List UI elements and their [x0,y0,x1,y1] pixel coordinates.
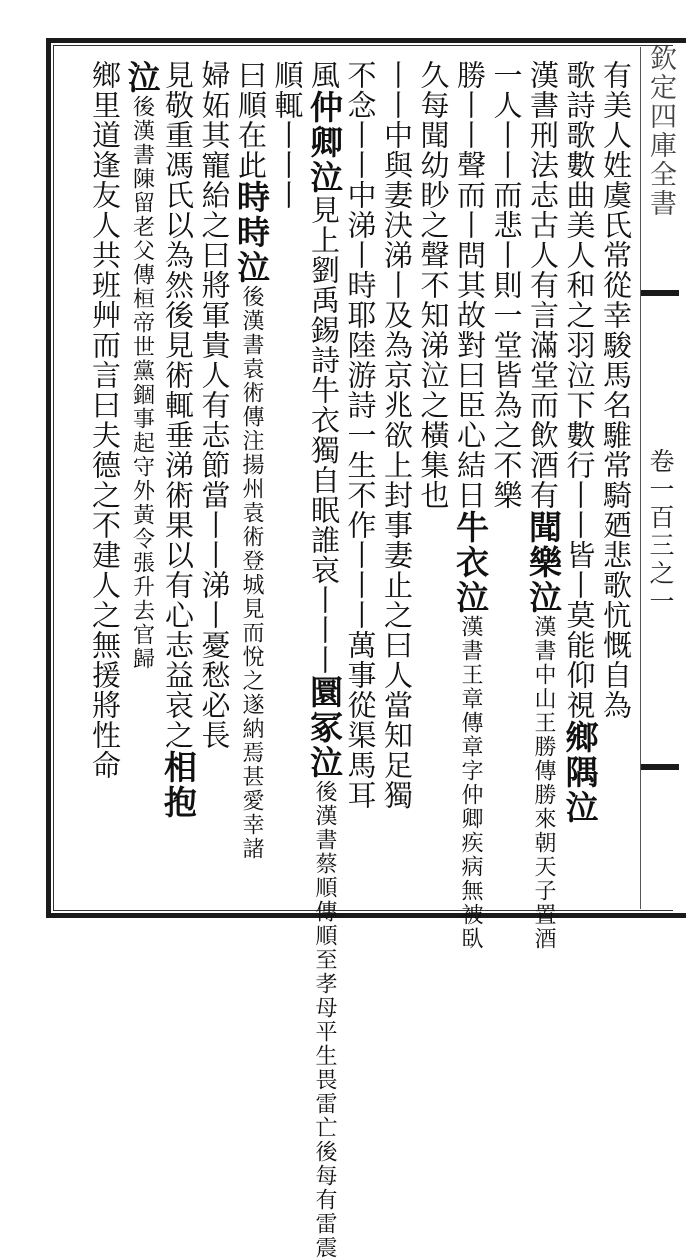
column-text [158,60,198,820]
entry-heading: 牛衣泣 [451,510,490,615]
entry-citation: 後漢書陳留老父傳桓帝世黨錮事起守外黃令張升去官歸 [129,95,155,671]
entry-citation: 後漢書蔡順傳順至孝母平生畏雷亡後每有雷震 [312,780,337,1260]
text-column-15 [85,60,125,900]
fishtail-mark-lower [640,764,679,770]
text-column-5 [450,60,490,951]
book-title: 欽定四庫全書 [645,44,676,218]
entry-heading: 時時泣 [232,180,271,285]
text-column-1 [596,60,636,900]
column-main-text: 歌詩歌數曲美人和之羽泣下數行丨丨皆丨莫能仰視 [562,60,597,720]
column-main-text: 勝丨丨聲而丨問其故對曰臣心結日 [453,60,487,510]
text-column-9 [304,60,344,1260]
volume-label: 卷一百三之一 [646,448,675,616]
column-main-text: 見上劉禹錫詩牛衣獨自眠誰哀丨丨丨 [307,195,341,675]
text-column-7 [377,60,417,900]
column-text: 鄉里道逢友人共班艸而言曰夫德之不建人之無援將性命 [88,60,122,780]
fishtail-column [640,38,679,918]
text-column-6 [414,60,454,900]
entry-heading: 圜冢泣 [305,675,344,780]
entry-citation: 漢書中山王勝傳勝來朝天子置酒 [531,615,556,951]
text-column-12 [195,60,235,900]
column-rule [640,47,641,909]
column-text: 有美人姓虞氏常從幸駿馬名騅常騎廼悲歌忼慨自為 [599,60,633,720]
entry-citation: 漢書王章傳章字仲卿疾病無被臥 [458,615,483,951]
column-text: 久每聞幼眇之聲不知涕泣之橫集也 [416,60,451,510]
column-text: 順輒丨丨丨 [270,60,305,210]
column-text: 丨丨中與妻決涕丨及為京兆欲上封事妻止之曰人當知足獨 [380,60,414,810]
column-text: 一人丨丨而悲丨則一堂皆為之不樂 [489,60,524,510]
column-text: 不念丨丨中涕丨時耶陸游詩一生不作丨丨丨萬事從渠馬耳 [343,60,378,810]
fishtail-mark-upper [640,290,679,296]
column-main-text: 見敬重馮氏以為然後見術輒垂涕術果以有心志益哀之 [161,60,195,750]
column-main-text: 漢書刑法志古人有言滿堂而飲酒有 [526,60,560,510]
entry-heading: 仲卿泣 [305,90,344,195]
column-text [122,60,162,671]
text-column-10 [268,60,308,900]
column-main-text: 曰順在此 [234,60,268,180]
text-column-8 [341,60,381,900]
entry-heading: 聞樂泣 [524,510,563,615]
column-text [560,60,600,825]
text-column-14 [122,60,162,900]
entry-heading: 相抱 [159,750,198,820]
column-text [450,60,490,951]
entry-heading: 鄉隅泣 [560,720,600,825]
text-column-3 [523,60,563,951]
column-text [304,60,344,1260]
column-text [231,60,271,861]
entry-citation: 後漢書袁術傳注揚州袁術登城見而悅之遂納焉甚愛幸諸 [239,285,264,861]
text-column-13 [158,60,198,900]
column-text: 婦妬其寵紿之曰將軍貴人有志節當丨丨涕丨憂愁必長 [197,60,232,750]
text-column-11 [231,60,271,900]
entry-heading: 泣 [122,60,162,95]
text-column-4 [487,60,527,900]
text-column-2 [560,60,600,900]
column-pre-text: 風 [307,60,341,90]
column-text [523,60,563,951]
